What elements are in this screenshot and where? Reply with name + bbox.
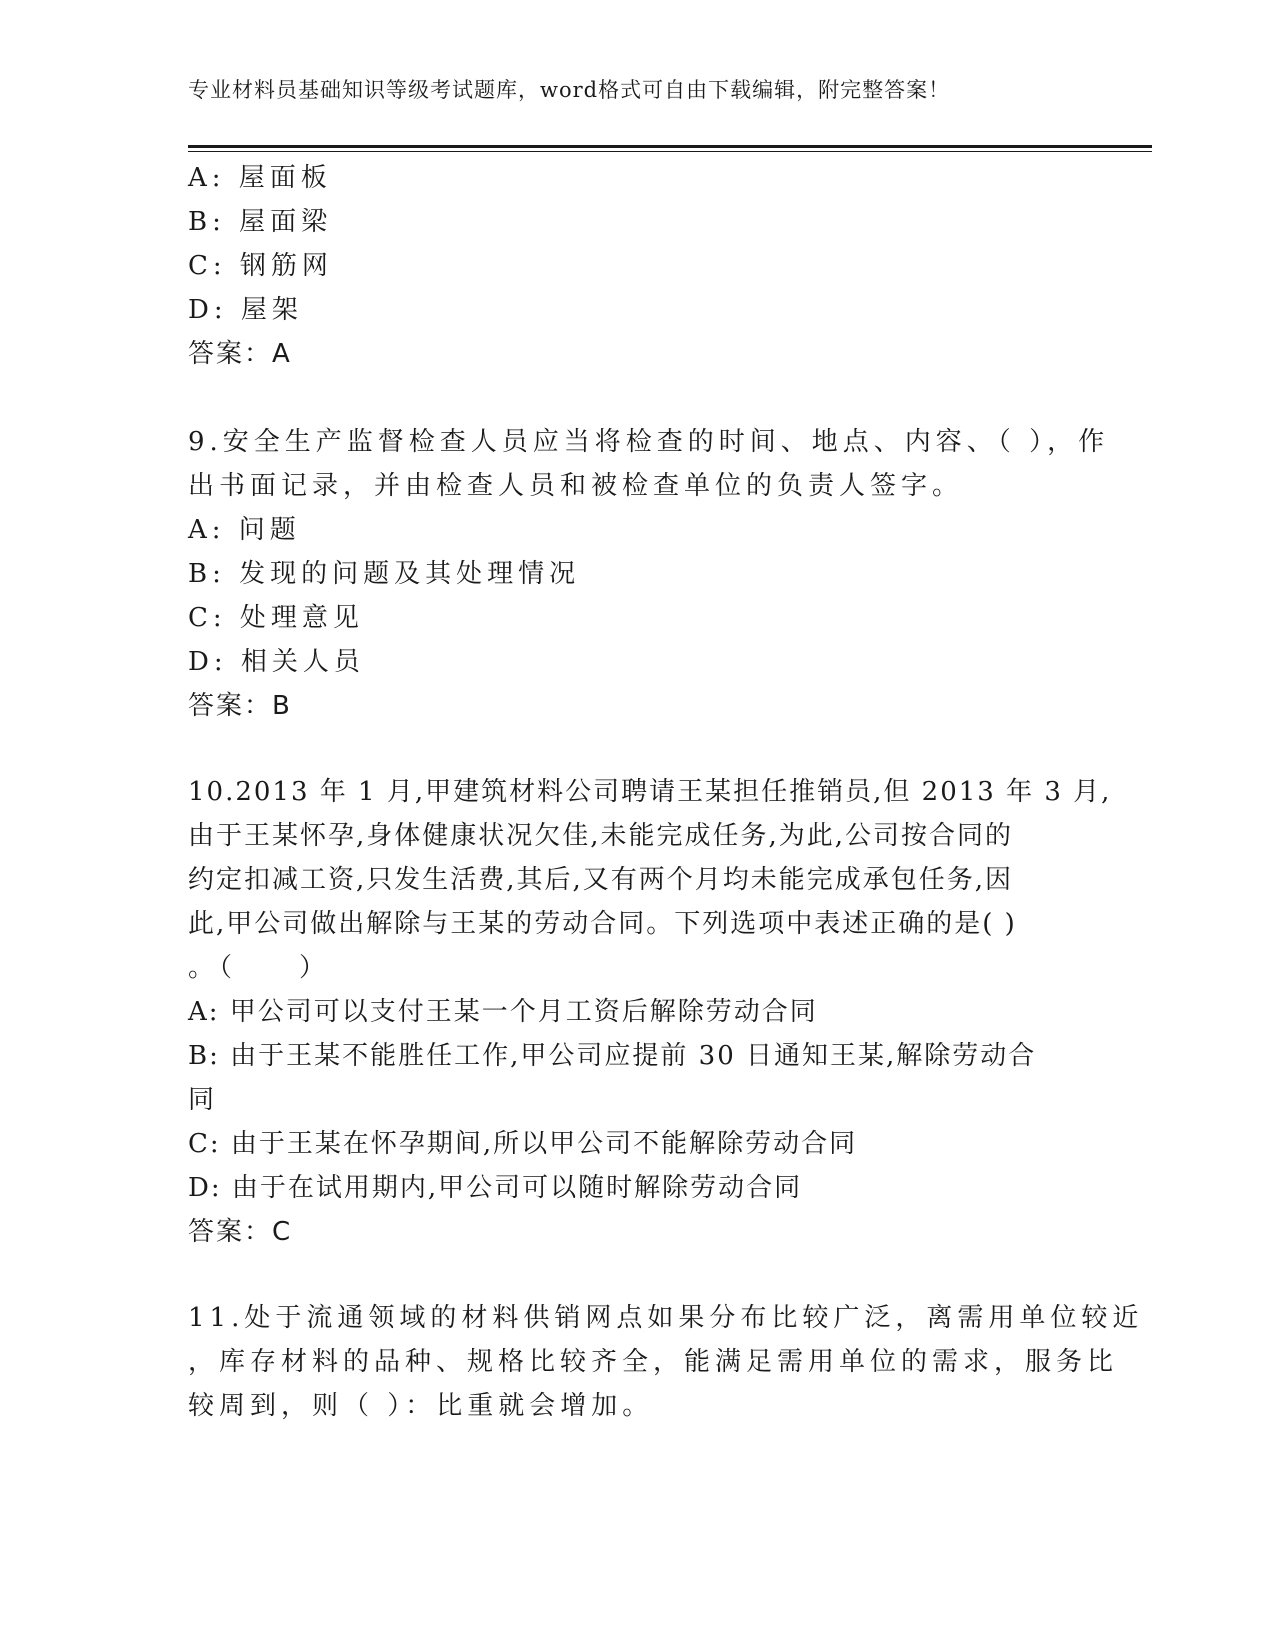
q8-option-b: B: 屋面梁 bbox=[188, 207, 333, 237]
q9-option-a: A: 问题 bbox=[188, 515, 301, 545]
q10-option-b: B: 由于王某不能胜任工作,甲公司应提前 30 日通知王某,解除劳动合 bbox=[188, 1041, 1037, 1071]
q9-option-c: C: 处理意见 bbox=[188, 603, 364, 633]
q10-stem-line-3: 约定扣减工资,只发生活费,其后,又有两个月均未能完成承包任务,因 bbox=[188, 865, 1014, 895]
q9-option-d: D: 相关人员 bbox=[188, 647, 365, 677]
q8-option-a: A: 屋面板 bbox=[188, 163, 332, 193]
q10-stem-line-4: 此,甲公司做出解除与王某的劳动合同。下列选项中表述正确的是( ) bbox=[188, 909, 1017, 939]
q10-option-c: C: 由于王某在怀孕期间,所以甲公司不能解除劳动合同 bbox=[188, 1129, 858, 1159]
q11-stem-line-2: ，库存材料的品种、规格比较齐全，能满足需用单位的需求，服务比 bbox=[188, 1347, 1119, 1377]
q8-option-c: C: 钢筋网 bbox=[188, 251, 333, 281]
q11-stem-line-3: 较周到，则（ ）：比重就会增加。 bbox=[188, 1391, 654, 1421]
q9-answer: 答案：B bbox=[188, 691, 292, 721]
q10-answer: 答案：C bbox=[188, 1217, 293, 1247]
q10-stem-line-5: 。（ ） bbox=[188, 953, 331, 983]
q10-option-a: A: 甲公司可以支付王某一个月工资后解除劳动合同 bbox=[188, 997, 818, 1027]
q9-stem-line-2: 出书面记录，并由检查人员和被检查单位的负责人签字。 bbox=[188, 471, 964, 501]
q10-stem-line-2: 由于王某怀孕,身体健康状况欠佳,未能完成任务,为此,公司按合同的 bbox=[188, 821, 1014, 851]
q9-option-b: B: 发现的问题及其处理情况 bbox=[188, 559, 581, 589]
header-divider-thick bbox=[188, 145, 1152, 148]
q8-answer: 答案：A bbox=[188, 339, 292, 369]
q10-option-d: D: 由于在试用期内,甲公司可以随时解除劳动合同 bbox=[188, 1173, 803, 1203]
q9-stem-line-1: 9.安全生产监督检查人员应当将检查的时间、地点、内容、（ ），作 bbox=[188, 427, 1110, 457]
header-divider-thin bbox=[188, 151, 1152, 152]
page-header: 专业材料员基础知识等级考试题库，word格式可自由下载编辑，附完整答案！ bbox=[188, 78, 951, 102]
q8-option-d: D: 屋架 bbox=[188, 295, 303, 325]
q10-stem-line-1: 10.2013 年 1 月,甲建筑材料公司聘请王某担任推销员,但 2013 年 3 月, bbox=[188, 777, 1112, 807]
q11-stem-line-1: 11.处于流通领域的材料供销网点如果分布比较广泛，离需用单位较近 bbox=[188, 1303, 1144, 1333]
q10-option-b-continued: 同 bbox=[188, 1085, 220, 1115]
